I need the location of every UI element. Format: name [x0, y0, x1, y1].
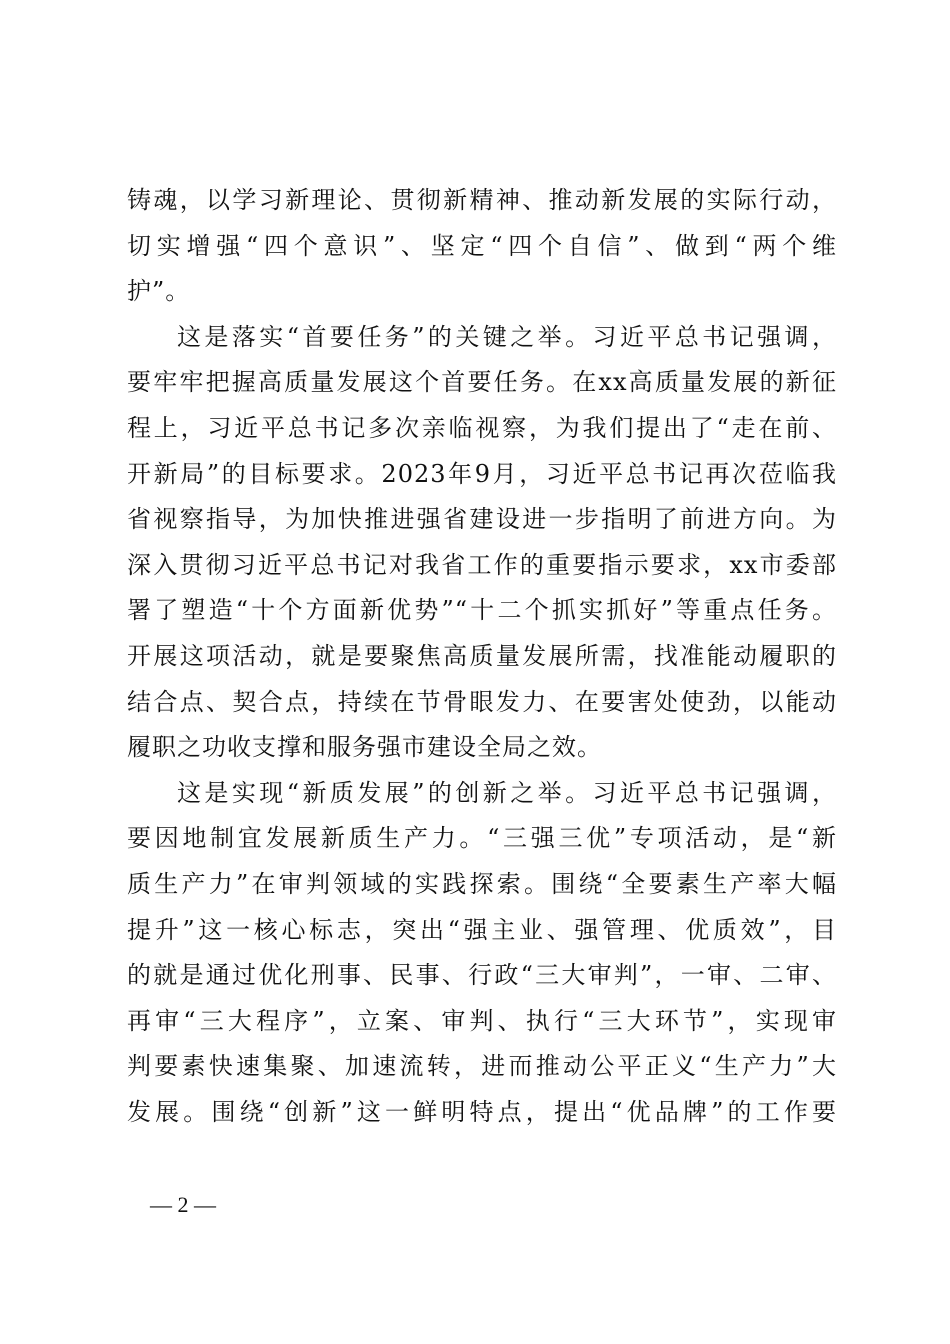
- text-line: 质生产力”在审判领域的实践探索。围绕“全要素生产率大幅: [127, 869, 837, 898]
- page-number: — 2 —: [150, 1192, 216, 1217]
- text-line: 要牢牢把握高质量发展这个首要任务。在xx高质量发展的新征: [127, 368, 837, 397]
- text-line: 发展。围绕“创新”这一鲜明特点，提出“优品牌”的工作要: [127, 1097, 837, 1126]
- text-line: 开新局”的目标要求。2023年9月，习近平总书记再次莅临我: [127, 459, 837, 488]
- text-line: 再审“三大程序”，立案、审判、执行“三大环节”，实现审: [127, 1006, 837, 1035]
- text-line: 省视察指导，为加快推进强省建设进一步指明了前进方向。为: [127, 505, 837, 534]
- text-line: 切实增强“四个意识”、坚定“四个自信”、做到“两个维: [127, 231, 837, 260]
- text-line: 深入贯彻习近平总书记对我省工作的重要指示要求，xx市委部: [127, 550, 837, 579]
- text-line: 提升”这一核心标志，突出“强主业、强管理、优质效”，目: [127, 915, 837, 944]
- text-line: 铸魂，以学习新理论、贯彻新精神、推动新发展的实际行动，: [127, 186, 837, 214]
- text-line: 结合点、契合点，持续在节骨眼发力、在要害处使劲，以能动: [127, 687, 837, 716]
- text-line: 程上，习近平总书记多次亲临视察，为我们提出了“走在前、: [127, 413, 837, 442]
- body-text: [127, 178, 837, 1135]
- text-line: 护”。: [127, 277, 191, 306]
- paragraph-first-line: 这是实现“新质发展”的创新之举。习近平总书记强调，: [177, 778, 837, 807]
- text-line: 履职之功收支撑和服务强市建设全局之效。: [127, 733, 602, 762]
- text-line: 署了塑造“十个方面新优势”“十二个抓实抓好”等重点任务。: [127, 596, 837, 625]
- text-line: 要因地制宜发展新质生产力。“三强三优”专项活动，是“新: [127, 824, 837, 853]
- text-line: 判要素快速集聚、加速流转，进而推动公平正义“生产力”大: [127, 1052, 837, 1081]
- text-line: 的就是通过优化刑事、民事、行政“三大审判”，一审、二审、: [127, 961, 837, 990]
- paragraph-first-line: 这是落实“首要任务”的关键之举。习近平总书记强调，: [177, 322, 837, 351]
- text-line: 开展这项活动，就是要聚焦高质量发展所需，找准能动履职的: [127, 641, 837, 670]
